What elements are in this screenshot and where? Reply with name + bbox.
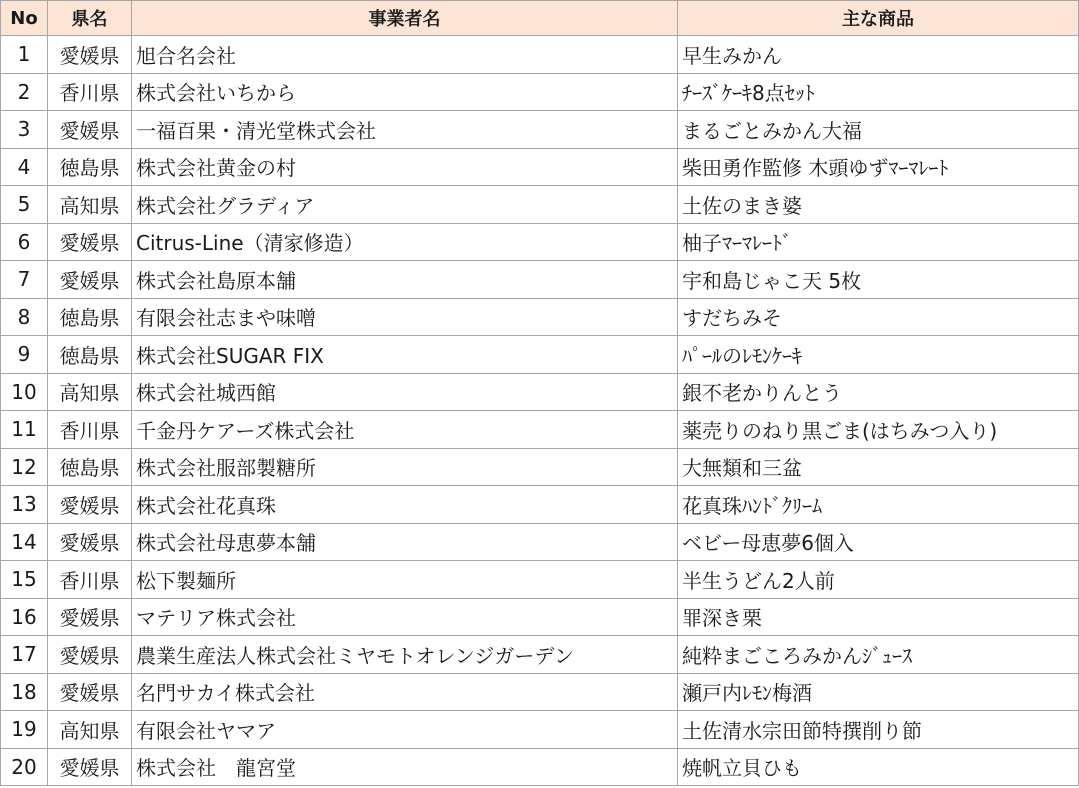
cell-no: 10 [1, 373, 48, 411]
cell-no: 11 [1, 411, 48, 449]
table-row [1, 186, 1079, 224]
cell-product: 焼帆立貝ひも [678, 748, 1079, 786]
cell-company: Citrus-Line（清家修造） [132, 223, 678, 261]
cell-no: 15 [1, 561, 48, 599]
cell-prefecture: 愛媛県 [48, 523, 132, 561]
table-row [1, 636, 1079, 674]
cell-product: ﾁｰｽﾞｹｰｷ8点ｾｯﾄ [678, 73, 1079, 111]
header-product: 主な商品 [678, 1, 1079, 36]
table-row [1, 373, 1079, 411]
cell-prefecture: 愛媛県 [48, 748, 132, 786]
cell-company: 松下製麺所 [132, 561, 678, 599]
cell-prefecture: 徳島県 [48, 448, 132, 486]
table-row [1, 36, 1079, 74]
cell-prefecture: 香川県 [48, 411, 132, 449]
table-row [1, 411, 1079, 449]
table-row [1, 598, 1079, 636]
cell-company: 千金丹ケアーズ株式会社 [132, 411, 678, 449]
cell-no: 2 [1, 73, 48, 111]
cell-prefecture: 高知県 [48, 186, 132, 224]
cell-product: ベビー母恵夢6個入 [678, 523, 1079, 561]
cell-product: 柚子ﾏｰﾏﾚｰﾄﾞ [678, 223, 1079, 261]
cell-no: 12 [1, 448, 48, 486]
table-body [1, 36, 1079, 786]
cell-no: 18 [1, 673, 48, 711]
cell-prefecture: 愛媛県 [48, 598, 132, 636]
cell-no: 19 [1, 711, 48, 749]
cell-no: 13 [1, 486, 48, 524]
cell-company: 株式会社グラディア [132, 186, 678, 224]
table-row [1, 148, 1079, 186]
cell-company: 株式会社SUGAR FIX [132, 336, 678, 374]
cell-no: 5 [1, 186, 48, 224]
table-row [1, 336, 1079, 374]
table-row [1, 523, 1079, 561]
cell-company: 株式会社島原本舗 [132, 261, 678, 299]
cell-product: 宇和島じゃこ天 5枚 [678, 261, 1079, 299]
cell-product: 土佐清水宗田節特撰削り節 [678, 711, 1079, 749]
cell-product: 早生みかん [678, 36, 1079, 74]
cell-product: 土佐のまき婆 [678, 186, 1079, 224]
cell-company: 株式会社母恵夢本舗 [132, 523, 678, 561]
table-row [1, 111, 1079, 149]
header-no: No [1, 1, 48, 36]
cell-no: 16 [1, 598, 48, 636]
cell-no: 4 [1, 148, 48, 186]
cell-no: 7 [1, 261, 48, 299]
cell-company: 株式会社いちから [132, 73, 678, 111]
cell-prefecture: 愛媛県 [48, 36, 132, 74]
cell-company: 名門サカイ株式会社 [132, 673, 678, 711]
cell-no: 8 [1, 298, 48, 336]
cell-product: 半生うどん2人前 [678, 561, 1079, 599]
cell-prefecture: 香川県 [48, 561, 132, 599]
header-row [1, 1, 1079, 36]
cell-prefecture: 高知県 [48, 373, 132, 411]
cell-no: 1 [1, 36, 48, 74]
cell-product: 花真珠ﾊﾝﾄﾞｸﾘｰﾑ [678, 486, 1079, 524]
cell-product: 罪深き栗 [678, 598, 1079, 636]
table-row [1, 261, 1079, 299]
cell-prefecture: 徳島県 [48, 336, 132, 374]
cell-no: 20 [1, 748, 48, 786]
cell-company: 株式会社服部製糖所 [132, 448, 678, 486]
cell-prefecture: 愛媛県 [48, 223, 132, 261]
cell-product: 薬売りのねり黒ごま(はちみつ入り) [678, 411, 1079, 449]
cell-prefecture: 愛媛県 [48, 636, 132, 674]
table-row [1, 486, 1079, 524]
cell-prefecture: 徳島県 [48, 148, 132, 186]
cell-company: 旭合名会社 [132, 36, 678, 74]
table-row [1, 448, 1079, 486]
cell-product: 瀬戸内ﾚﾓﾝ梅酒 [678, 673, 1079, 711]
cell-no: 9 [1, 336, 48, 374]
cell-prefecture: 徳島県 [48, 298, 132, 336]
cell-product: まるごとみかん大福 [678, 111, 1079, 149]
header-prefecture: 県名 [48, 1, 132, 36]
cell-company: 株式会社城西館 [132, 373, 678, 411]
cell-no: 3 [1, 111, 48, 149]
cell-no: 6 [1, 223, 48, 261]
cell-company: 有限会社ヤマア [132, 711, 678, 749]
cell-company: 株式会社 龍宮堂 [132, 748, 678, 786]
cell-company: 農業生産法人株式会社ミヤモトオレンジガーデン [132, 636, 678, 674]
cell-product: 柴田勇作監修 木頭ゆずﾏｰﾏﾚｰﾄ [678, 148, 1079, 186]
cell-company: 株式会社花真珠 [132, 486, 678, 524]
header-company: 事業者名 [132, 1, 678, 36]
table-row [1, 223, 1079, 261]
table-row [1, 673, 1079, 711]
table-row [1, 73, 1079, 111]
cell-product: すだちみそ [678, 298, 1079, 336]
cell-company: 有限会社志まや味噌 [132, 298, 678, 336]
cell-product: 銀不老かりんとう [678, 373, 1079, 411]
table-row [1, 561, 1079, 599]
cell-company: マテリア株式会社 [132, 598, 678, 636]
cell-prefecture: 愛媛県 [48, 673, 132, 711]
table-row [1, 298, 1079, 336]
cell-product: 純粋まごころみかんｼﾞｭｰｽ [678, 636, 1079, 674]
cell-company: 一福百果・清光堂株式会社 [132, 111, 678, 149]
cell-company: 株式会社黄金の村 [132, 148, 678, 186]
cell-prefecture: 香川県 [48, 73, 132, 111]
cell-product: ﾊﾟｰﾙのﾚﾓﾝｹｰｷ [678, 336, 1079, 374]
table-row [1, 748, 1079, 786]
table-header [1, 1, 1079, 36]
cell-no: 17 [1, 636, 48, 674]
cell-no: 14 [1, 523, 48, 561]
cell-product: 大無類和三盆 [678, 448, 1079, 486]
cell-prefecture: 愛媛県 [48, 111, 132, 149]
cell-prefecture: 高知県 [48, 711, 132, 749]
table-row [1, 711, 1079, 749]
cell-prefecture: 愛媛県 [48, 261, 132, 299]
cell-prefecture: 愛媛県 [48, 486, 132, 524]
